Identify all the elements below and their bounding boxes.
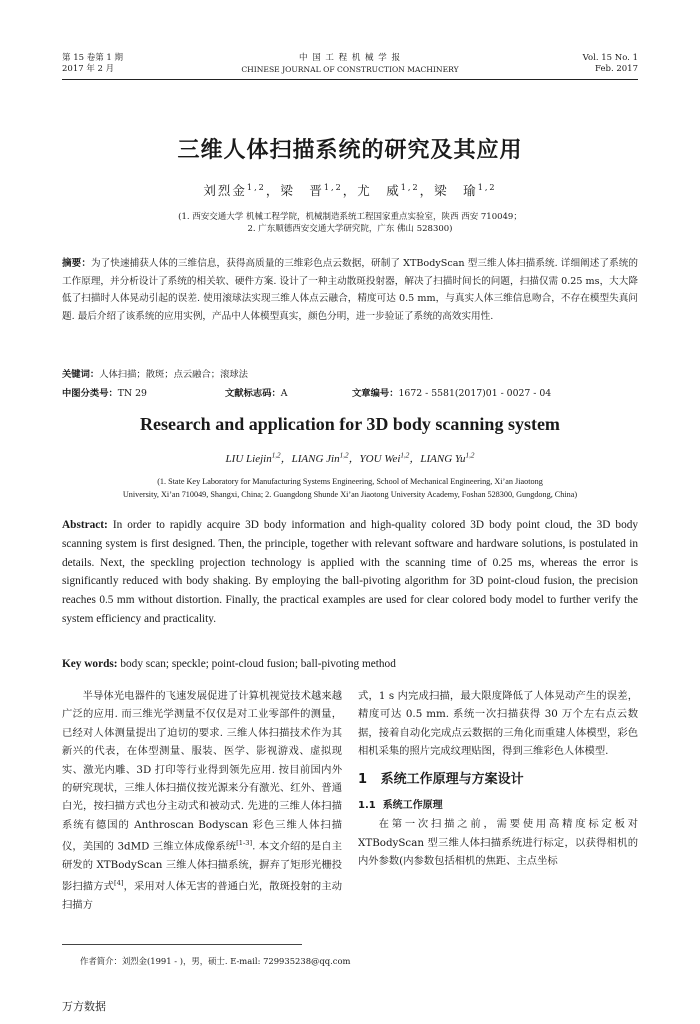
section-number: 1 <box>358 771 368 787</box>
keywords-en-text: body scan; speckle; point-cloud fusion; ball-pivoting method <box>120 658 396 670</box>
abstract-cn-label: 摘要： <box>62 258 91 269</box>
classification-label: 中图分类号： <box>62 388 118 399</box>
journal-name-en: CHINESE JOURNAL OF CONSTRUCTION MACHINERY <box>241 65 459 74</box>
body-paragraph-continued: 式，1 s 内完成扫描，最大限度降低了人体晃动产生的误差，精度可达 0.5 mm. 系统一次扫描获得 30 万个左右点云数据，接着自动化完成点云数据的三角化而重建人体模型，彩色相机采集的照片完成纹理贴图，得到三维彩色人体模型. <box>358 690 638 758</box>
abstract-cn <box>62 255 638 325</box>
keywords-cn-text: 人体扫描；散斑；点云融合；滚球法 <box>99 369 248 380</box>
journal-name <box>200 53 500 75</box>
document-code <box>225 385 288 399</box>
paper-title: 三维人体扫描系统的研究及其应用 <box>177 138 523 163</box>
affiliation-cn-line2: 2. 广东顺德西安交通大学研究院，广东 佛山 528300) <box>247 224 453 234</box>
document-code-value: A <box>280 388 288 399</box>
authors-en: LIU Liejin$^{1,2}$，LIANG Jin$^{1,2}$，YOU Wei$^{1,2}$，LIANG Yu$^{1,2}$ <box>225 451 475 465</box>
english-title: Research and application for 3D body scanning system <box>140 414 560 434</box>
subsection-title: 系统工作原理 <box>382 800 443 812</box>
article-number-label: 文章编号： <box>352 388 399 399</box>
watermark-text: 万方数据 <box>62 1000 106 1013</box>
citation-4: [4] <box>114 879 124 888</box>
author-footnote: 作者简介：刘烈金(1991 - )，男，硕士. E-mail: 729935238@qq.com <box>80 956 351 966</box>
journal-name-cn: 中 国 工 程 机 械 学 报 <box>299 53 401 63</box>
authors-cn: 刘烈金$^{1,2}$，梁 晋$^{1,2}$，尤 威$^{1,2}$，梁 瑜$^{1,2}$ <box>203 181 497 198</box>
affiliations-cn <box>0 211 700 235</box>
subsection-heading <box>358 797 638 815</box>
journal-volume-en <box>583 53 638 75</box>
footnote-rule <box>62 944 302 945</box>
keywords-en <box>62 655 396 674</box>
section-heading <box>358 771 638 789</box>
affiliation-en-line2: University, Xi’an 710049, Shangxi, China; 2. Guangdong Shunde Xi’an Jiaotong University Academy, Foshan 528300, Gungdong, China) <box>122 490 578 499</box>
journal-volume-issue <box>62 53 123 75</box>
affiliation-en-line1: (1. State Key Laboratory for Manufacturing Systems Engineering, School of Mechanical Engineering, Xi’an Jiaotong <box>157 477 543 486</box>
affiliations-en <box>40 475 660 501</box>
intro-text-c: ，采用对人体无害的普通白光，散斑投射的主动扫描方 <box>62 880 343 912</box>
intro-text-b: . 本文介绍的是自主研发的 XTBodyScan 三维人体扫描系统，摒弃了矩形光栅投影扫描方式 <box>62 840 342 893</box>
body-paragraph-principle: 在第一次扫描之前，需要使用高精度标定板对 XTBodyScan 型三维人体扫描系统进行标定，以获得相机的内外参数(内参数包括相机的焦距、主点坐标 <box>358 818 638 868</box>
abstract-en-label: Abstract: <box>62 519 108 531</box>
document-code-label: 文献标志码： <box>225 388 281 399</box>
keywords-cn <box>62 366 248 380</box>
abstract-en <box>62 516 638 629</box>
citation-1-3: [1-3] <box>236 839 253 848</box>
keywords-cn-label: 关键词： <box>62 369 100 380</box>
classification-number <box>62 385 147 399</box>
body-left-column <box>62 687 342 915</box>
volume-en-text: Vol. 15 No. 1 <box>582 53 638 63</box>
article-number <box>352 385 551 399</box>
body-right-column <box>358 687 638 871</box>
issue-date-text: 2017 年 2 月 <box>62 64 115 74</box>
header-rule <box>62 79 638 80</box>
article-number-value: 1672 - 5581(2017)01 - 0027 - 04 <box>398 388 552 399</box>
abstract-cn-text: 为了快速捕获人体的三维信息，获得高质量的三维彩色点云数据，研制了 XTBodyScan 型三维人体扫描系统. 详细阐述了系统的工作原理，并分析设计了系统的相关软、硬件方案. 设计了一种主动散斑投射器，解决了扫描时间长的问题，扫描仅需 0.25 ms，大大降低了扫描时人体晃动引起的误差. 使用滚球法实现三维人体点云融合，精度可达 0.5 mm，与真实人体三维信息吻合，不存在模型失真问题. 最后介绍了该系统的应用实例，产品中人体模型真实，颜色分明，进一步验证了系统的高效实用性. <box>62 258 638 322</box>
body-paragraph-intro <box>62 687 342 915</box>
date-en-text: Feb. 2017 <box>595 64 638 74</box>
abstract-en-text: In order to rapidly acquire 3D body information and high-quality colored 3D body point cloud, the 3D body scanning system is first designed. Then, the principle, together with relevant software and hardware solutions, is postulated in details. Next, the speckling projection technology is applied with the scanning time of 0.25 ms, whereas the error is significantly reduced with body shaking. By employing the ball-pivoting algorithm for 3D point-cloud fusion, the precision reaches 0.5 mm without distortion. Finally, the practical examples are used for clear colored body model to further verify the system efficiency and practicality. <box>62 519 639 625</box>
section-title: 系统工作原理与方案设计 <box>380 771 524 787</box>
intro-text-a: 半导体光电器件的飞速发展促进了计算机视觉技术越来越广泛的应用. 而三维光学测量不仅仅是对工业零部件的测量，已经对人体测量提出了迫切的要求. 三维人体扫描技术作为其新兴的代表，在体型测量、服装、医学、影视游戏、虚拟现实、激光内雕、3D 打印等行业得到领先应用. 按目前国内外的研究现状，三维人体扫描仪按光源来分有激光、红外、普通白光，按扫描方式也分主动式和被动式. 先进的三维人体扫描系统有德国的 Anthroscan Bodyscan 彩色三维人体扫描仪，美国的 3dMD 三维立体成像系统 <box>62 690 342 853</box>
volume-issue-text: 第 15 卷第 1 期 <box>62 53 124 63</box>
classification-value: TN 29 <box>117 388 147 399</box>
subsection-number: 1.1 <box>358 800 376 812</box>
keywords-en-label: Key words: <box>62 658 118 670</box>
affiliation-cn-line1: (1. 西安交通大学 机械工程学院，机械制造系统工程国家重点实验室，陕西 西安 710049； <box>178 212 522 222</box>
